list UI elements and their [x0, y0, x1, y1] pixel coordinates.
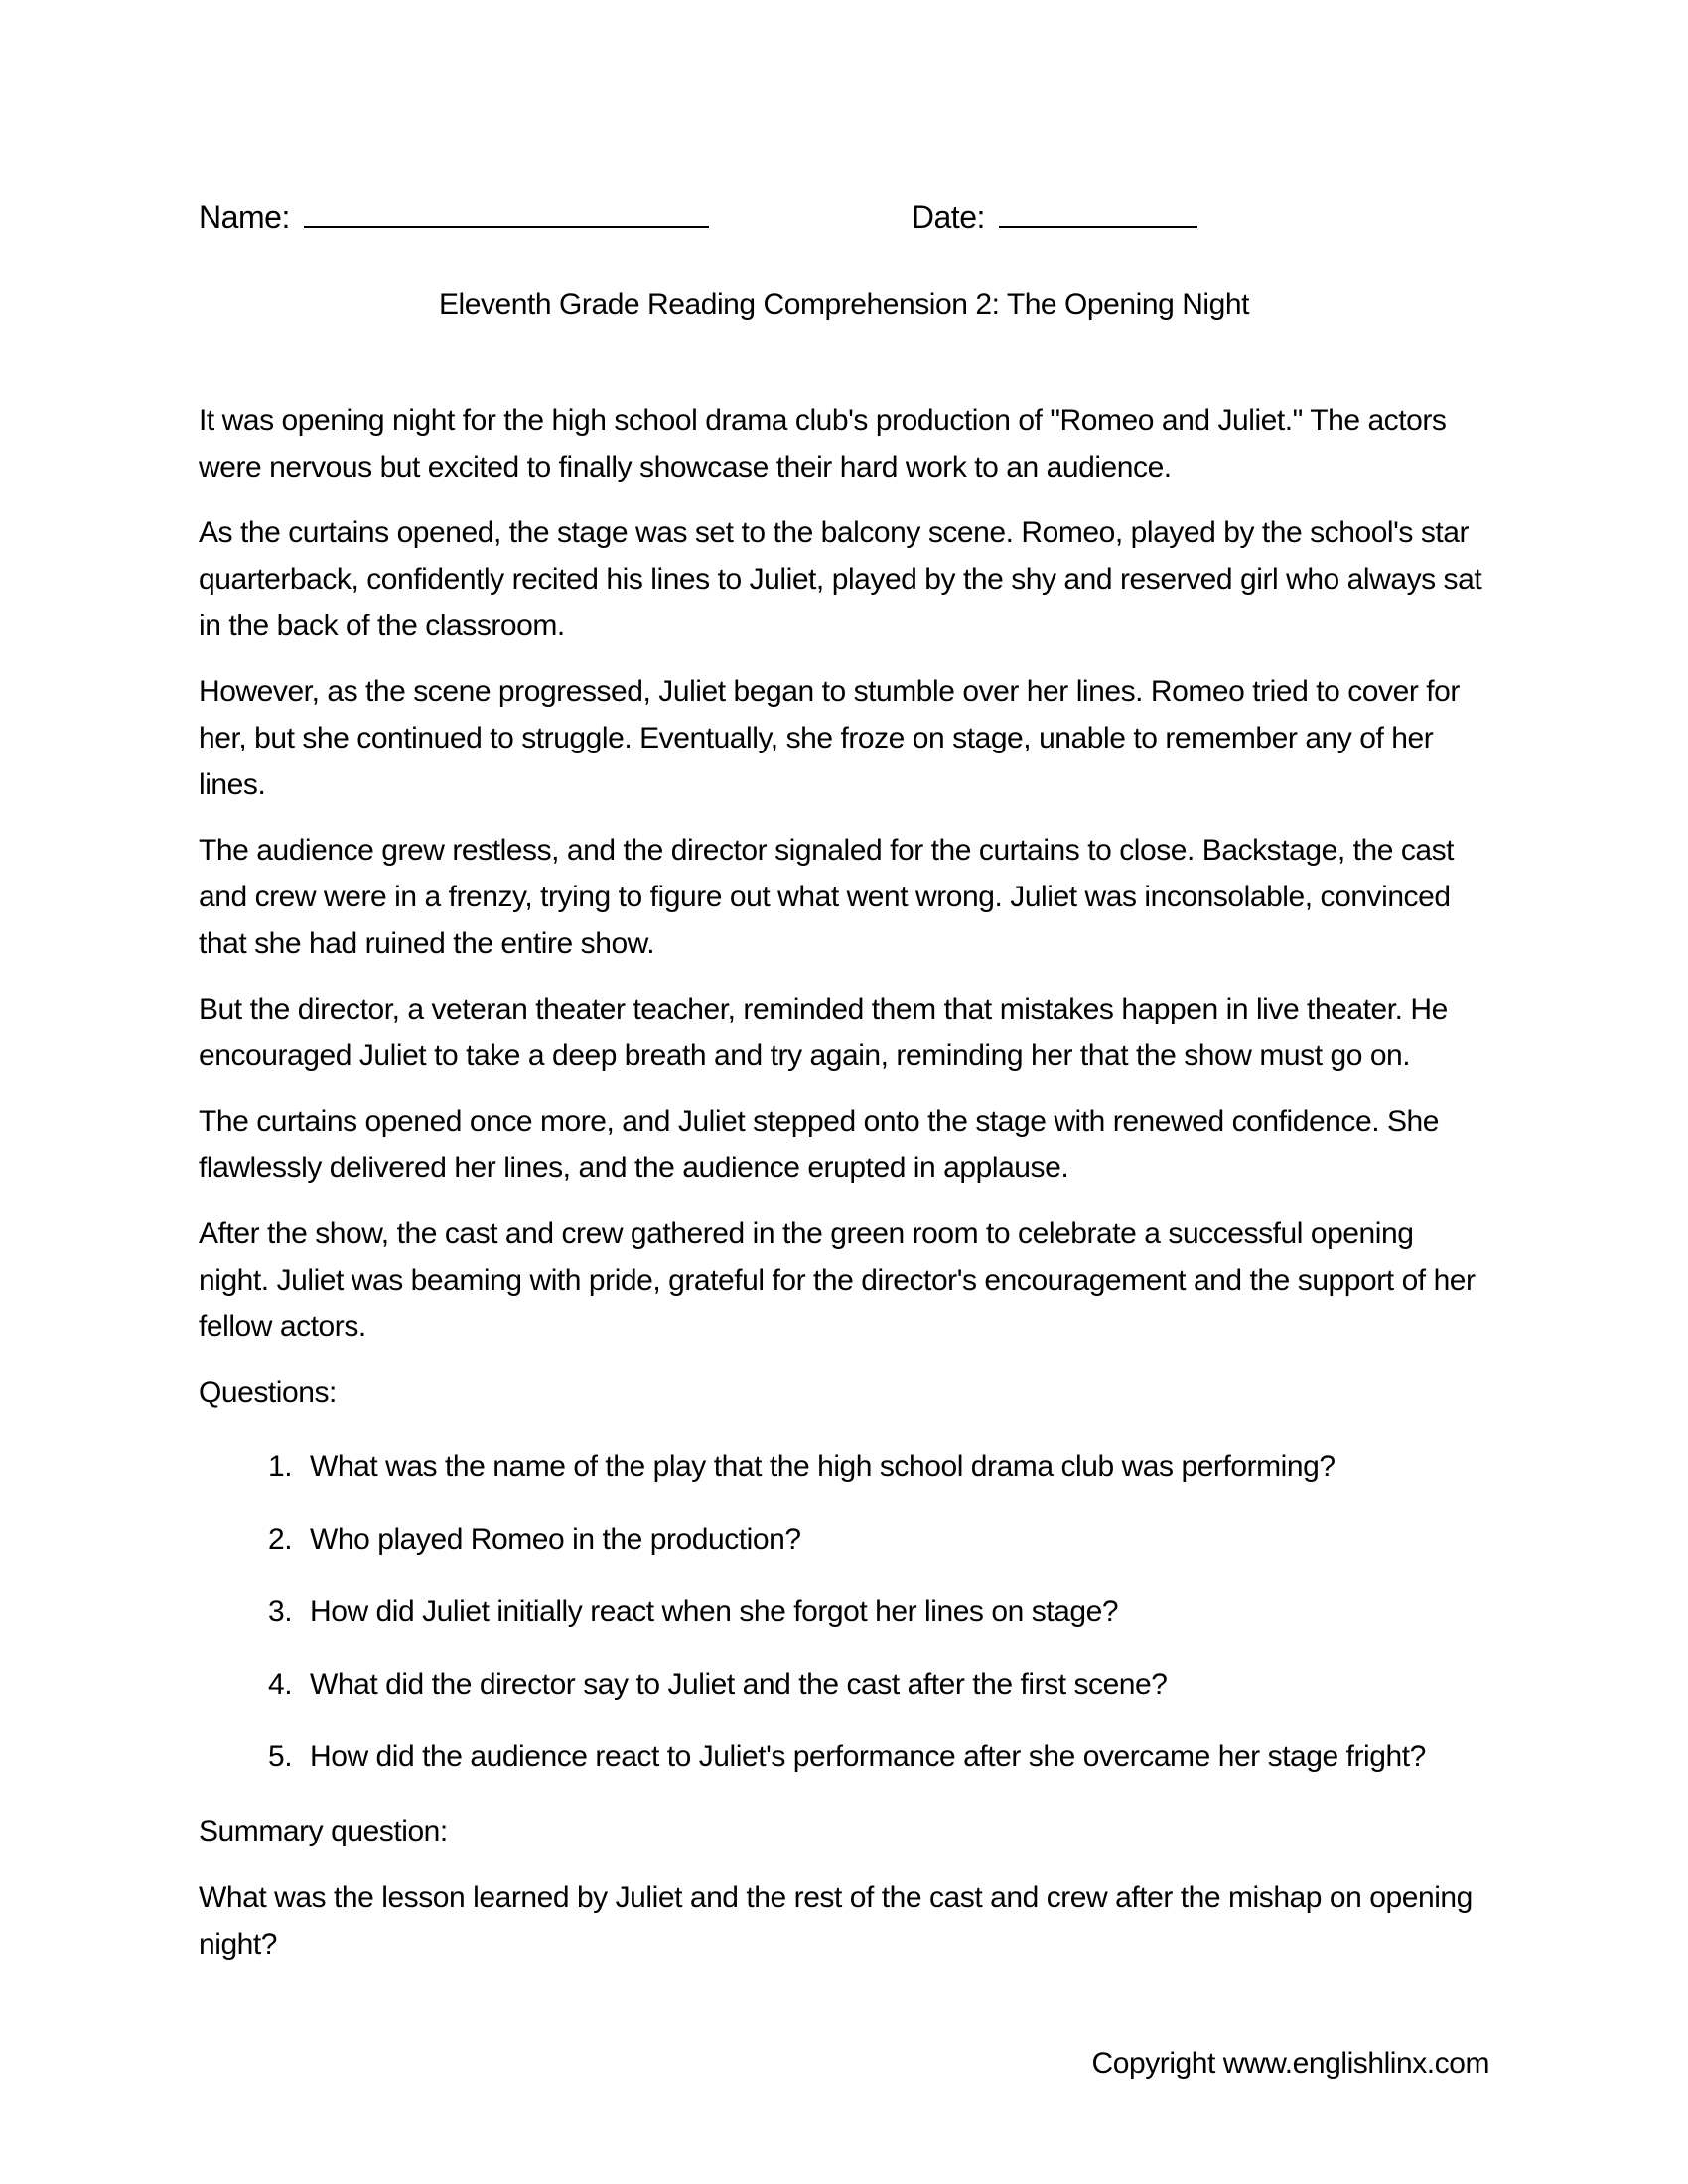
- name-blank-line: [304, 197, 709, 228]
- question-item: 5. How did the audience react to Juliet's performance after she overcame her stage fright?: [300, 1733, 1489, 1780]
- reading-passage: [199, 397, 1489, 1350]
- summary-question: What was the lesson learned by Juliet and the rest of the cast and crew after the mishap on opening night?: [199, 1881, 1473, 1961]
- name-date-header: [199, 197, 1489, 236]
- date-label: Date:: [911, 200, 985, 235]
- name-label: Name:: [199, 200, 290, 235]
- passage-paragraph: The curtains opened once more, and Juliet stepped onto the stage with renewed confidence. She flawlessly delivered her lines, and the audience erupted in applause.: [199, 1105, 1439, 1184]
- passage-paragraph: As the curtains opened, the stage was set to the balcony scene. Romeo, played by the school's star quarterback, confidently recited his lines to Juliet, played by the shy and reserved girl who always sat in the back of the classroom.: [199, 516, 1482, 642]
- date-blank-line: [999, 197, 1197, 228]
- copyright-text: Copyright www.englishlinx.com: [1091, 2047, 1489, 2080]
- passage-paragraph: But the director, a veteran theater teacher, reminded them that mistakes happen in live theater. He encouraged Juliet to take a deep breath and try again, reminding her that the show must go on.: [199, 993, 1448, 1072]
- question-list: [199, 1443, 1489, 1780]
- question-item: 4. What did the director say to Juliet and the cast after the first scene?: [300, 1661, 1489, 1707]
- summary-section: [199, 1808, 1489, 1968]
- passage-paragraph: The audience grew restless, and the director signaled for the curtains to close. Backstage, the cast and crew were in a frenzy, trying to figure out what went wrong. Juliet was inconsolable, convinced that she had ruined the entire show.: [199, 834, 1455, 960]
- question-item: 1. What was the name of the play that the high school drama club was performing?: [300, 1443, 1489, 1490]
- passage-paragraph: It was opening night for the high school drama club's production of "Romeo and Juliet." The actors were nervous but excited to finally showcase their hard work to an audience.: [199, 404, 1447, 483]
- question-item: 3. How did Juliet initially react when she forgot her lines on stage?: [300, 1588, 1489, 1635]
- passage-paragraph: After the show, the cast and crew gathered in the green room to celebrate a successful opening night. Juliet was beaming with pride, grateful for the director's encouragement and the support of her fellow actors.: [199, 1217, 1476, 1343]
- questions-heading: Questions:: [199, 1376, 337, 1409]
- summary-heading: Summary question:: [199, 1815, 448, 1847]
- page-title: Eleventh Grade Reading Comprehension 2: The Opening Night: [439, 288, 1249, 321]
- question-item: 2. Who played Romeo in the production?: [300, 1516, 1489, 1563]
- passage-paragraph: However, as the scene progressed, Juliet began to stumble over her lines. Romeo tried to cover for her, but she continued to struggle. Eventually, she froze on stage, unable to remember any of her lines.: [199, 675, 1460, 801]
